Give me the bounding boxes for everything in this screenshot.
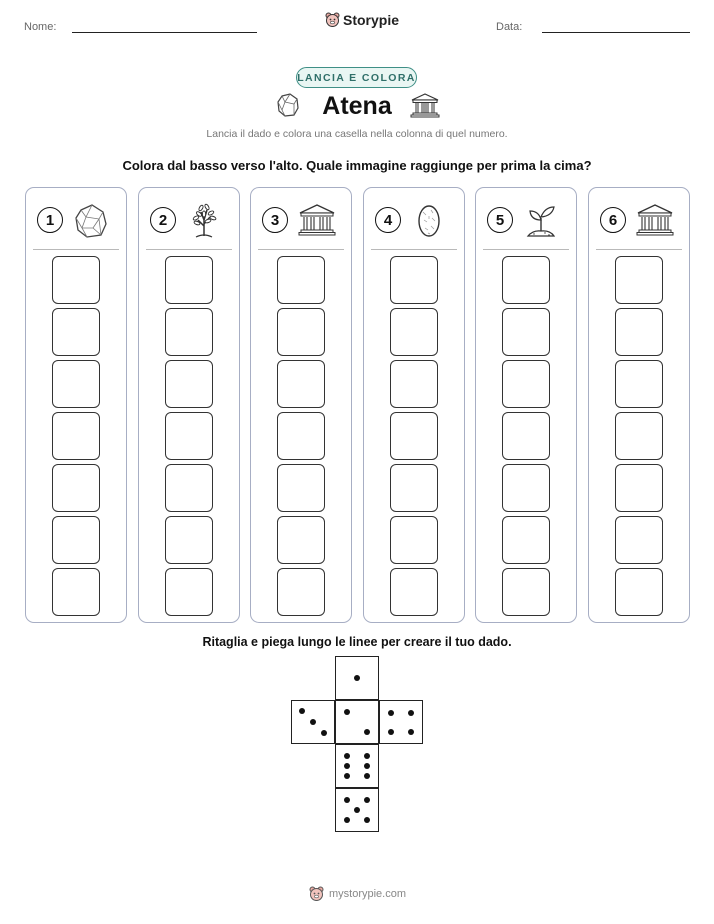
die-pip [364,797,370,803]
column-1 [25,187,127,623]
die-pip [344,817,350,823]
olive-tree-icon [186,202,222,240]
stone-icon [73,202,109,240]
color-box[interactable] [390,308,438,356]
temple-icon [298,202,336,238]
color-box[interactable] [52,360,100,408]
color-box[interactable] [277,256,325,304]
footer [309,886,406,902]
color-box[interactable] [390,516,438,564]
die-pip [299,708,305,714]
die-pip [354,807,360,813]
activity-badge: LANCIA E COLORA [296,67,417,88]
temple-icon [410,92,440,118]
color-box[interactable] [615,516,663,564]
die-face-2 [335,700,379,744]
column-3 [250,187,352,623]
color-box[interactable] [165,464,213,512]
footer-url[interactable]: mystorypie.com [329,888,407,900]
die-pip [364,753,370,759]
bear-icon [325,12,340,28]
column-divider [483,249,569,250]
column-divider [33,249,119,250]
color-box[interactable] [615,464,663,512]
die-face-4 [379,700,423,744]
color-box[interactable] [502,256,550,304]
color-box[interactable] [52,308,100,356]
name-line[interactable] [72,32,257,33]
subtitle: Lancia il dado e colora una casella nella colonna di quel numero. [206,128,508,140]
die-pip [364,729,370,735]
color-box[interactable] [390,256,438,304]
color-box[interactable] [277,568,325,616]
column-number: 4 [375,207,401,233]
column-number: 6 [600,207,626,233]
column-number: 5 [487,207,513,233]
color-box[interactable] [277,360,325,408]
die-pip [344,709,350,715]
column-divider [258,249,344,250]
color-box[interactable] [390,464,438,512]
die-pip [364,773,370,779]
die-pip [408,729,414,735]
color-box[interactable] [502,360,550,408]
color-box[interactable] [52,464,100,512]
column-divider [596,249,682,250]
color-box[interactable] [52,568,100,616]
color-box[interactable] [502,464,550,512]
die-pip [388,710,394,716]
column-4 [363,187,465,623]
color-box[interactable] [615,360,663,408]
die-face-5 [335,788,379,832]
color-box[interactable] [615,256,663,304]
color-box[interactable] [52,256,100,304]
color-box[interactable] [390,568,438,616]
die-pip [344,797,350,803]
date-label: Data: [496,21,523,33]
die-pip [364,763,370,769]
color-box[interactable] [277,516,325,564]
olive-icon [411,202,447,240]
name-label: Nome: [24,21,57,33]
color-box[interactable] [52,516,100,564]
color-box[interactable] [502,308,550,356]
color-box[interactable] [277,464,325,512]
color-box[interactable] [165,412,213,460]
color-box[interactable] [165,360,213,408]
die-pip [364,817,370,823]
die-pip [388,729,394,735]
column-2 [138,187,240,623]
color-box[interactable] [615,308,663,356]
color-box[interactable] [390,412,438,460]
column-number: 1 [37,207,63,233]
die-pip [344,753,350,759]
color-box[interactable] [165,256,213,304]
brand-name: Storypie [343,12,400,28]
page-title: Atena [322,92,392,120]
bear-icon [309,886,324,902]
temple-icon [636,202,674,238]
brand-logo [325,12,399,28]
column-divider [371,249,457,250]
sprout-icon [523,202,559,240]
die-pip [408,710,414,716]
die-pip [344,773,350,779]
die-face-6 [335,744,379,788]
column-6 [588,187,690,623]
column-5 [475,187,577,623]
cut-instruction: Ritaglia e piega lungo le linee per creare il tuo dado. [202,635,512,649]
die-face-3 [291,700,335,744]
color-box[interactable] [502,568,550,616]
color-box[interactable] [502,516,550,564]
die-pip [354,675,360,681]
color-box[interactable] [390,360,438,408]
color-box[interactable] [615,568,663,616]
color-box[interactable] [502,412,550,460]
date-line[interactable] [542,32,690,33]
color-box[interactable] [165,308,213,356]
color-box[interactable] [165,568,213,616]
column-number: 3 [262,207,288,233]
color-box[interactable] [277,412,325,460]
color-box[interactable] [165,516,213,564]
column-divider [146,249,232,250]
color-box[interactable] [52,412,100,460]
die-pip [321,730,327,736]
color-box[interactable] [277,308,325,356]
die-pip [344,763,350,769]
die-pip [310,719,316,725]
die-face-1 [335,656,379,700]
color-box[interactable] [615,412,663,460]
instruction: Colora dal basso verso l'alto. Quale immagine raggiunge per prima la cima? [122,158,592,173]
column-number: 2 [150,207,176,233]
